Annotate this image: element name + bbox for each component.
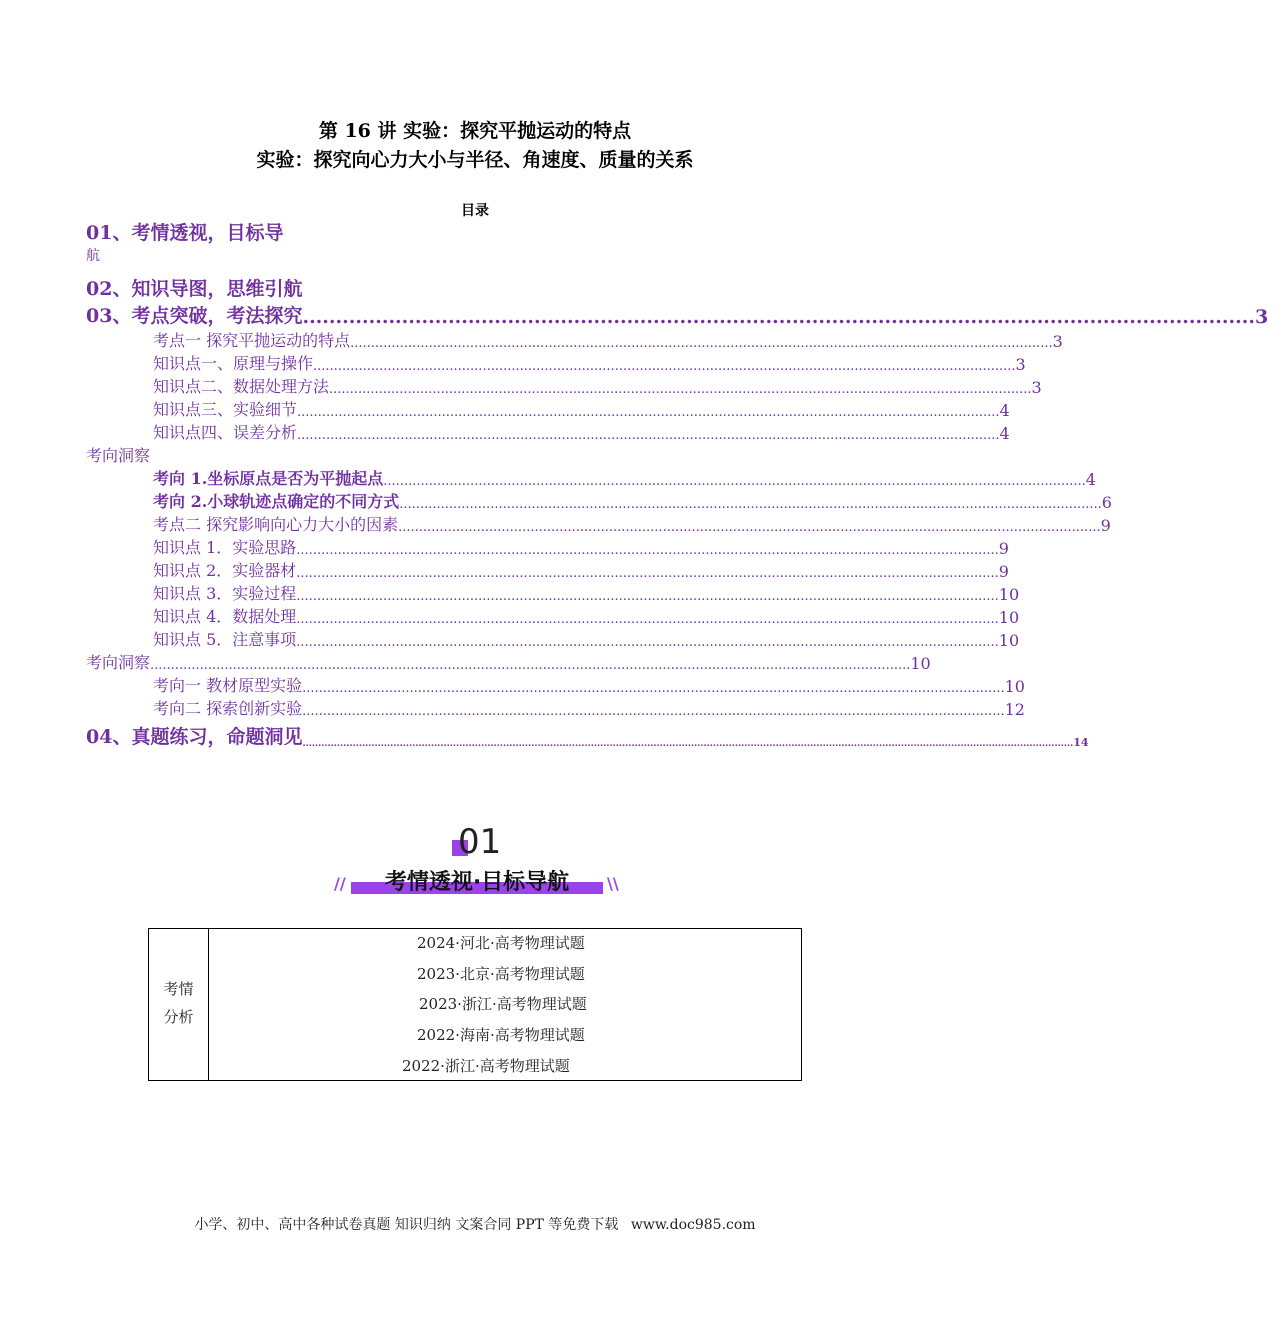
banner-title-bar — [351, 870, 603, 894]
page-subtitle: 实验：探究向心力大小与半径、角速度、质量的关系 — [256, 149, 694, 171]
toc-page-number: 4 — [999, 401, 1010, 420]
toc-leader: .......................................................................................................................................................................... — [296, 589, 999, 604]
toc-entry-label: 知识点 1．实验思路 — [153, 538, 297, 557]
toc-entry-01[interactable] — [86, 218, 283, 245]
toc-entry-zhishi-4[interactable] — [153, 420, 1010, 443]
toc-entry-01-continued[interactable] — [86, 245, 100, 265]
toc-entry-zhishi-b2[interactable] — [153, 558, 1009, 581]
category-line: 考情 — [163, 980, 194, 998]
toc-entry-kaoxiang-1[interactable] — [153, 466, 1096, 489]
toc-entry-zhishi-b5[interactable] — [153, 627, 1020, 650]
toc-page-number: 3 — [1254, 306, 1268, 328]
page-title: 第 16 讲 实验：探究平抛运动的特点 — [318, 120, 632, 142]
banner-right-slashes: \\ — [607, 874, 619, 893]
exam-source-line: 2022·海南·高考物理试题 — [417, 1026, 585, 1044]
toc-leader: ................................................................................................................................................ — [302, 306, 1255, 328]
toc-entry-label: 考向二 探索创新实验 — [153, 699, 303, 718]
toc-entry-label: 考向 2.小球轨迹点确定的不同方式 — [153, 492, 400, 511]
toc-entry-label: 考向 1.坐标原点是否为平抛起点 — [153, 469, 384, 488]
toc-leader: .......................................................................................................................................................................... — [350, 336, 1053, 351]
toc-page-number: 10 — [998, 608, 1020, 627]
category-line: 分析 — [163, 1008, 194, 1026]
exam-analysis-table — [148, 928, 802, 1081]
toc-entry-label: 知识点一、原理与操作 — [153, 354, 314, 373]
toc-page-number: 9 — [998, 539, 1009, 558]
toc-heading: 目录 — [461, 203, 489, 219]
toc-page-number: 12 — [1004, 700, 1025, 719]
toc-leader: .......................................................................................................................................................................... — [329, 382, 1032, 397]
toc-entry-label: 02、知识导图，思维引航 — [86, 278, 303, 300]
toc-entry-kaoxiang-b2[interactable] — [153, 696, 1025, 719]
toc-leader: .......................................................................................................................................................................... — [296, 543, 999, 558]
toc-leader: .......................................................................................................................................................................... — [297, 428, 1000, 443]
toc-leader: .......................................................................................................................................................................... — [302, 704, 1005, 719]
toc-leader: .......................................................................................................................................................................... — [302, 681, 1005, 696]
toc-entry-kaoxiang-1-heading[interactable] — [86, 443, 150, 466]
toc-entry-kaoxiang-b1[interactable] — [153, 673, 1025, 696]
toc-entry-label: 航 — [86, 248, 100, 264]
toc-leader: ........................................................................................................................................................................................ — [150, 658, 911, 673]
toc-entry-03[interactable] — [86, 301, 1268, 328]
toc-entry-label: 03、考点突破，考法探究 — [86, 305, 303, 327]
toc-page-number: 4 — [999, 424, 1010, 443]
toc-leader: .......................................................................................................................................................................... — [313, 359, 1016, 374]
toc-page-number: 9 — [998, 562, 1009, 581]
footer-text: 小学、初中、高中各种试卷真题 知识归纳 文案合同 PPT 等免费下载 — [194, 1217, 619, 1233]
toc-leader: .......................................................................................................................................................................... — [296, 635, 999, 650]
toc-page-number: 4 — [1085, 470, 1096, 489]
toc-page-number: 10 — [998, 585, 1020, 604]
toc-page-number: 14 — [1073, 736, 1089, 749]
toc-page-number: 3 — [1015, 355, 1026, 374]
toc-entry-label: 知识点 4．数据处理 — [153, 607, 297, 626]
toc-leader: .......................................................................................................................................................................... — [399, 497, 1102, 512]
toc-entry-04[interactable] — [86, 722, 1089, 749]
toc-entry-zhishi-1[interactable] — [153, 351, 1026, 374]
toc-leader: .......................................................................................................................................................................... — [296, 566, 999, 581]
exam-source-line: 2023·北京·高考物理试题 — [417, 965, 585, 983]
toc-page-number: 10 — [998, 631, 1020, 650]
toc-leader: .......................................................................................................................................................................... — [297, 405, 1000, 420]
toc-entry-label: 01、考情透视，目标导 — [86, 222, 284, 244]
toc-page-number: 9 — [1100, 516, 1111, 535]
toc-entry-zhishi-3[interactable] — [153, 397, 1010, 420]
toc-entry-zhishi-2[interactable] — [153, 374, 1042, 397]
exam-source-line: 2024·河北·高考物理试题 — [417, 934, 585, 952]
toc-leader: .......................................................................................................................................................................... — [398, 520, 1101, 535]
banner-title: 考情透视·目标导航 — [384, 870, 570, 895]
toc-entry-label: 考向一 教材原型实验 — [153, 676, 303, 695]
toc-entry-kaoxiang-2-heading[interactable] — [86, 650, 931, 673]
toc-leader: .......................................................................................................................................................................... — [296, 612, 999, 627]
toc-entry-label: 知识点四、误差分析 — [153, 423, 298, 442]
toc-page-number: 3 — [1031, 378, 1042, 397]
toc-entry-label: 知识点三、实验细节 — [153, 400, 298, 419]
page-footer — [0, 1214, 950, 1234]
toc-entry-label: 04、真题练习，命题洞见 — [86, 726, 303, 748]
footer-site-link[interactable]: www.doc985.com — [630, 1217, 756, 1233]
toc-entry-label: 考向洞察 — [86, 653, 151, 672]
toc-entry-label: 考向洞察 — [86, 446, 151, 465]
toc-entry-kaodian-2[interactable] — [153, 512, 1111, 535]
toc-entry-label: 知识点 2．实验器材 — [153, 561, 297, 580]
toc-entry-kaodian-1[interactable] — [153, 328, 1063, 351]
exam-source-line: 2022·浙江·高考物理试题 — [402, 1057, 570, 1075]
toc-entry-label: 知识点 5．注意事项 — [153, 630, 297, 649]
toc-entry-kaoxiang-2[interactable] — [153, 489, 1112, 512]
toc-leader: .......................................................................................................................................................................... — [383, 474, 1086, 489]
banner-number: 01 — [458, 822, 502, 862]
toc-entry-label: 考点二 探究影响向心力大小的因素 — [153, 515, 399, 534]
toc-entry-zhishi-b3[interactable] — [153, 581, 1020, 604]
toc-page-number: 6 — [1101, 493, 1112, 512]
table-divider — [208, 929, 209, 1080]
toc-entry-zhishi-b4[interactable] — [153, 604, 1020, 627]
toc-page-number: 10 — [1004, 677, 1025, 696]
toc-entry-label: 知识点 3．实验过程 — [153, 584, 297, 603]
table-category-cell — [149, 975, 208, 1031]
toc-leader: ...................................................................................................................................................................................................................................................... — [302, 739, 1074, 749]
toc-entry-label: 知识点二、数据处理方法 — [153, 377, 330, 396]
toc-entry-02[interactable] — [86, 274, 302, 301]
toc-entry-zhishi-b1[interactable] — [153, 535, 1009, 558]
toc-entry-label: 考点一 探究平抛运动的特点 — [153, 331, 351, 350]
exam-source-line: 2023·浙江·高考物理试题 — [419, 995, 587, 1013]
banner-left-slashes: // — [334, 874, 346, 893]
toc-page-number: 3 — [1052, 332, 1063, 351]
toc-page-number: 10 — [910, 654, 931, 673]
